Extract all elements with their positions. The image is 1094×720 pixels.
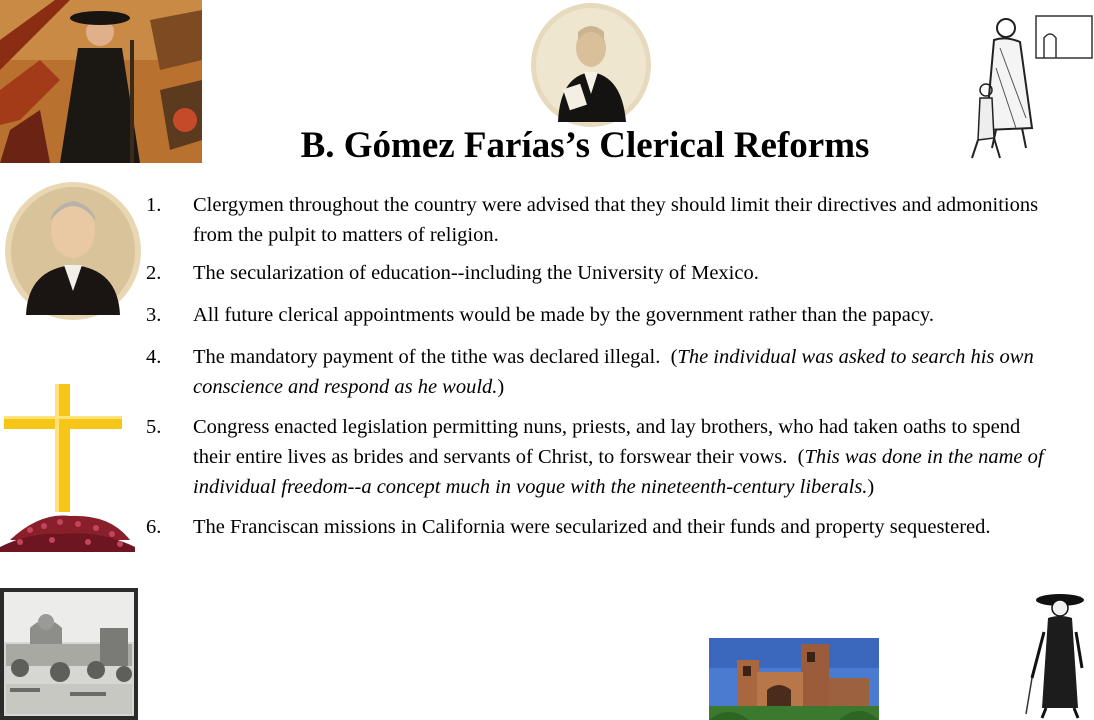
list-item bbox=[146, 300, 1061, 330]
item-text: All future clerical appointments would be made by the government rather than the papacy. bbox=[193, 304, 934, 326]
item-text: The secularization of education--including the University of Mexico. bbox=[193, 262, 759, 284]
list-item bbox=[146, 512, 1061, 542]
list-item bbox=[146, 412, 1061, 502]
clergyman-oval-portrait-image bbox=[4, 181, 142, 321]
clerical-reforms-list bbox=[146, 190, 1061, 542]
item-text: Clergymen throughout the country were advised that they should limit their directives and admonitions from the pulpit to matters of religion. bbox=[193, 194, 1039, 246]
adobe-mission-church-photo-image bbox=[709, 638, 879, 720]
item-text: The Franciscan missions in California were secularized and their funds and property sequestered. bbox=[193, 516, 991, 538]
list-item bbox=[146, 342, 1061, 402]
list-item bbox=[146, 258, 1061, 288]
list-item bbox=[146, 190, 1061, 250]
item-number: 5. bbox=[146, 416, 162, 438]
item-note-open-paren: ( bbox=[787, 446, 805, 468]
slide-title: B. Gómez Farías’s Clerical Reforms bbox=[300, 125, 870, 166]
item-text: Congress enacted legislation permitting nuns, priests, and lay brothers, who had taken oaths to spend their entire lives as brides and servants of Christ, to forswear their vows. bbox=[193, 416, 1021, 468]
item-number: 3. bbox=[146, 304, 162, 326]
item-number: 4. bbox=[146, 346, 162, 368]
item-number: 1. bbox=[146, 194, 162, 216]
item-note-close-paren: ) bbox=[497, 376, 505, 398]
item-note: The individual was asked to search his own conscience and respond as he would. bbox=[193, 346, 1034, 398]
colonial-priest-painting-image bbox=[0, 0, 202, 163]
item-text: The mandatory payment of the tithe was declared illegal. bbox=[193, 346, 661, 368]
old-city-plaza-photo-image bbox=[0, 588, 138, 720]
item-number: 2. bbox=[146, 262, 162, 284]
item-number: 6. bbox=[146, 516, 162, 538]
item-note: This was done in the name of individual freedom--a concept much in vogue with the nineteenth-century liberals. bbox=[193, 446, 1044, 498]
item-note-close-paren: ) bbox=[867, 476, 875, 498]
gomez-farias-portrait-image bbox=[530, 2, 652, 128]
friar-in-robe-sketch-image bbox=[1022, 588, 1094, 720]
friar-with-child-sketch-image bbox=[966, 8, 1094, 163]
item-note-open-paren: ( bbox=[660, 346, 678, 368]
golden-cross-with-rosaries-image bbox=[0, 382, 135, 552]
